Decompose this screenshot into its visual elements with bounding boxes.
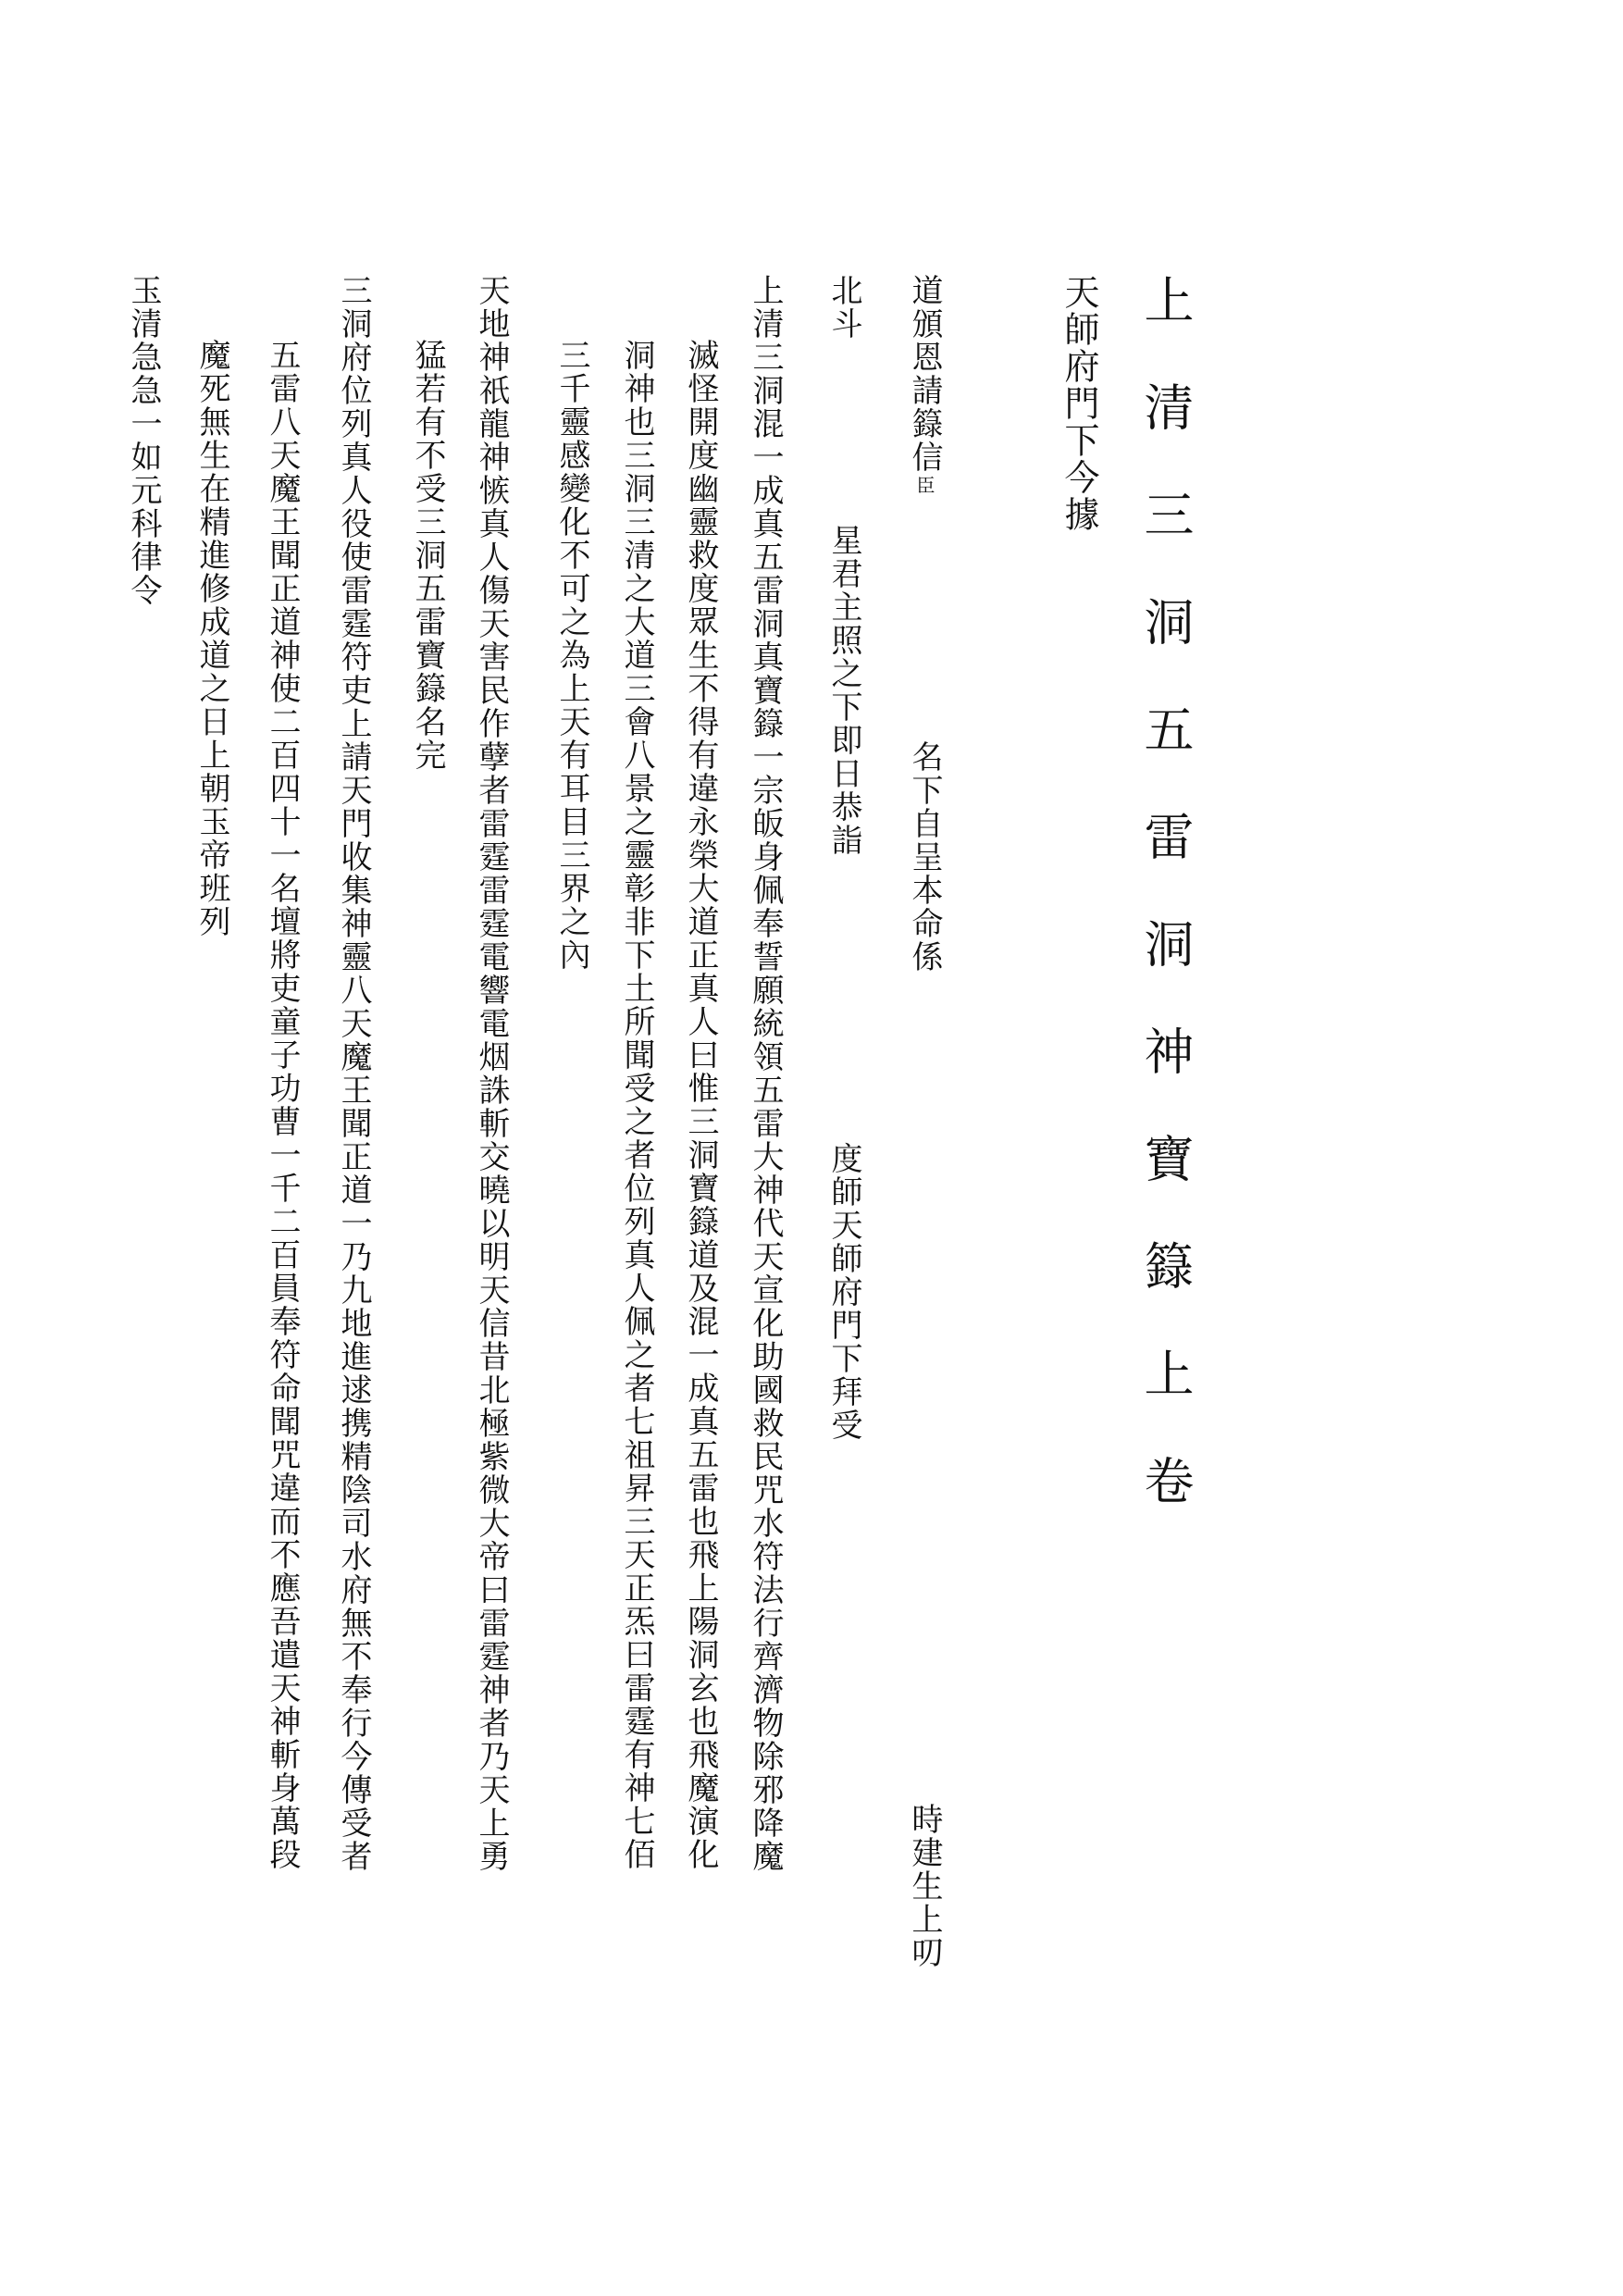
line-4: 上清三洞混一成真五雷洞真寶籙一宗皈身佩奉誓願統領五雷大神代天宣化助國救民咒水符法行齊濟物除邪降魔 bbox=[747, 274, 784, 1873]
line-2-note: 臣 bbox=[913, 476, 935, 496]
line-3-part-2: 星君主照之下即日恭詣 bbox=[825, 524, 862, 857]
line-2-part-2: 名下自呈本命係 bbox=[906, 740, 943, 974]
line-9: 猛若有不受三洞五雷寶籙名完 bbox=[409, 339, 446, 772]
line-5: 滅怪開度幽靈救度眾生不得有違永榮大道正真人曰惟三洞寶籙道及混一成真五雷也飛上陽洞玄也飛魔演化 bbox=[682, 339, 719, 1871]
line-13: 玉清急急一如元科律令 bbox=[125, 274, 162, 607]
line-10: 三洞府位列真人役使雷霆符吏上請天門收集神靈八天魔王聞正道一乃九地進逑携精陰司水府無不奉行今傳受者 bbox=[335, 274, 372, 1873]
line-2-part-3: 時建生上叨 bbox=[906, 1803, 943, 1969]
line-7: 三千靈感變化不可之為上天有耳目三界之內 bbox=[553, 339, 590, 972]
line-6: 洞神也三洞三清之大道三會八景之靈彰非下土所聞受之者位列真人佩之者七祖昇三天正炁曰雷霆有神七佰 bbox=[618, 339, 655, 1871]
line-2-part-1 bbox=[906, 274, 943, 496]
line-8: 天地神祇龍神愱真人傷天害民作孽者雷霆雷霆電響電烟誅斬交曉以明天信昔北極紫微大帝曰雷霆神者乃天上勇 bbox=[473, 274, 510, 1873]
line-11: 五雷八天魔王聞正道神使二百四十一名壇將吏童子功曹一千二百員奉符命聞咒違而不應吾遣天神斬身萬段 bbox=[264, 339, 301, 1871]
document-title: 上清三洞五雷洞神寶籙上卷 bbox=[1136, 274, 1195, 1562]
line-2-text-a: 道頒恩請籙信 bbox=[906, 274, 943, 474]
line-3-part-3: 度師天師府門下拜受 bbox=[825, 1142, 862, 1442]
line-3-part-1: 北斗 bbox=[825, 274, 862, 341]
line-1: 天師府門下今據 bbox=[1059, 274, 1099, 533]
line-12: 魔死無生在精進修成道之日上朝玉帝班列 bbox=[193, 339, 230, 938]
